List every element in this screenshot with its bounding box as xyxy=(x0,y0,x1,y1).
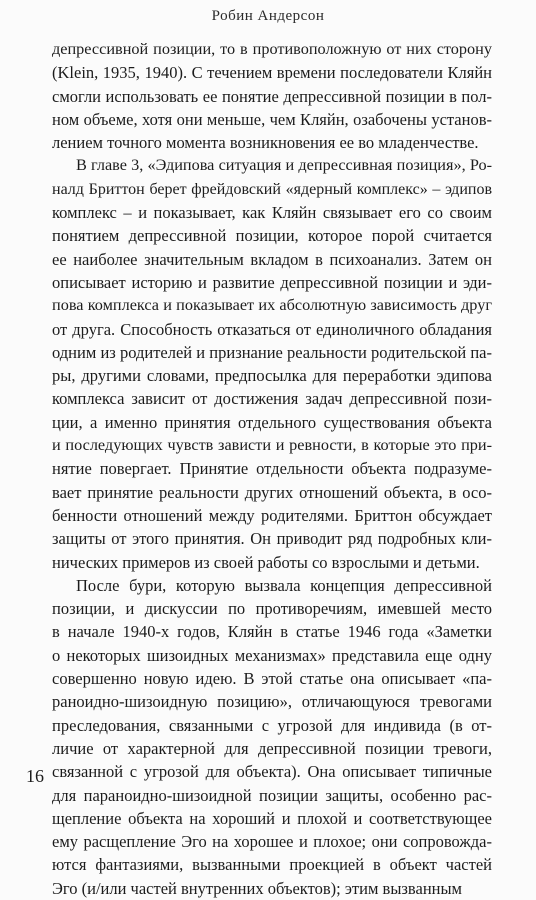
text-line: от друга. Способность отказаться от единоличного обладания xyxy=(52,319,492,339)
text-line: позиции, и дискуссии по противоречиям, имевшей место xyxy=(52,599,492,619)
text-line: личие от характерной для депрессивной позиции тревоги, xyxy=(52,738,492,758)
text-line: щепление объекта на хороший и плохой и соответствующее xyxy=(52,808,492,828)
text-line: пова комплекса и показывает их абсолютную зависимость друг xyxy=(52,296,492,315)
paragraph xyxy=(52,154,492,573)
text-line: описывает историю и развитие депрессивной позиции и эди- xyxy=(52,272,492,292)
text-line: вает принятие реальности других отношений объекта, в осо- xyxy=(52,482,492,502)
text-line: защиты от этого принятия. Он приводит ряд подробных кли- xyxy=(52,529,492,549)
text-line: нятие повергает. Принятие отдельности объекта подразуме- xyxy=(52,459,492,479)
text-line: В главе 3, «Эдипова ситуация и депрессивная позиция», Ро- xyxy=(76,156,492,175)
text-line: комплекс – и показывает, как Кляйн связывает его со своим xyxy=(52,203,492,223)
text-line: понятием депрессивной позиции, которое порой считается xyxy=(52,226,492,246)
text-line: Эго (и/или частей внутренних объектов); этим вызванным xyxy=(52,878,463,898)
text-line: в начале 1940-х годов, Кляйн в статье 1946 года «Заметки xyxy=(52,622,492,642)
text-line: ются фантазиями, вызванными проекцией в объект частей xyxy=(52,855,492,875)
text-line: раноидно-шизоидную позицию», отличающуюся тревогами xyxy=(52,692,492,712)
text-line: налд Бриттон берет фрейдовский «ядерный комплекс» – эдипов xyxy=(52,180,492,198)
text-line: ном объеме, хотя они меньше, чем Кляйн, озабочены установ- xyxy=(52,109,492,129)
body-text xyxy=(52,38,492,900)
paragraph xyxy=(52,574,492,900)
paragraph xyxy=(52,38,492,154)
text-line: (Klein, 1935, 1940). С течением времени последователи Кляйн xyxy=(52,63,492,83)
text-line: ее наиболее значительным вкладом в психоанализ. Затем он xyxy=(52,249,492,269)
text-line: связанной с угрозой для объекта). Она описывает типичные xyxy=(52,762,492,782)
text-line: совершенно новую идею. В этой статье она описывает «па- xyxy=(52,669,492,689)
text-line: комплекса зависит от достижения задач депрессивной пози- xyxy=(52,389,492,409)
text-line: и последующих чувств зависти и ревности, в которые это при- xyxy=(52,436,492,455)
page-number: 16 xyxy=(26,766,44,786)
text-line: лением точного момента возникновения ее во младенчестве. xyxy=(52,133,479,153)
text-line: нических примеров из своей работы со взрослыми и детьми. xyxy=(52,552,480,572)
running-head: Робин Андерсон xyxy=(211,8,325,24)
text-line: бенности отношений между родителями. Бриттон обсуждает xyxy=(52,505,492,525)
text-line: После бури, которую вызвала концепция депрессивной xyxy=(76,575,492,595)
text-line: о некоторых шизоидных механизмах» представила еще одну xyxy=(52,645,492,665)
text-line: ему расщепление Эго на хорошее и плохое; они сопровожда- xyxy=(52,832,492,852)
text-line: одним из родителей и признание реальности родительской па- xyxy=(52,342,492,362)
text-line: ры, другими словами, предпосылка для переработки эдипова xyxy=(52,366,492,386)
text-line: депрессивной позиции, то в противоположную от них сторону xyxy=(52,40,492,58)
text-line: преследования, связанными с угрозой для индивида (в от- xyxy=(52,715,492,735)
text-line: для параноидно-шизоидной позиции защиты, особенно рас- xyxy=(52,785,492,805)
text-line: ции, а именно принятия отдельного существования объекта xyxy=(52,412,492,432)
text-line: смогли использовать ее понятие депрессивной позиции в пол- xyxy=(52,86,492,106)
